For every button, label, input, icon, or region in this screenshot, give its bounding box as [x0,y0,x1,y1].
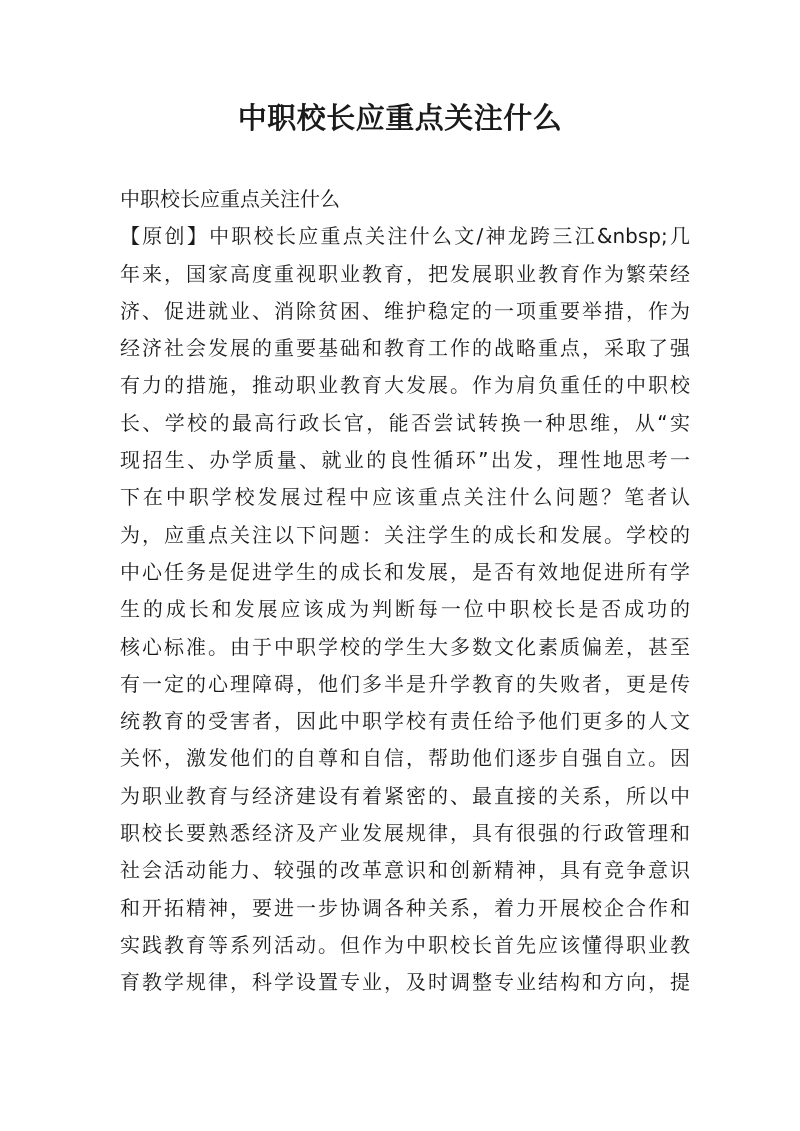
body-line: 中心任务是促进学生的成长和发展，是否有效地促进所有学 [120,559,690,584]
body-line: 现招生、办学质量、就业的良性循环”出发，理性地思考一 [120,448,690,473]
body-line: 有力的措施，推动职业教育大发展。作为肩负重任的中职校 [120,373,690,398]
body-line: 实践教育等系列活动。但作为中职校长首先应该懂得职业教 [120,932,690,957]
body-line: 关怀，激发他们的自尊和自信，帮助他们逐步自强自立。因 [120,746,690,771]
body-line: 统教育的受害者，因此中职学校有责任给予他们更多的人文 [120,709,690,734]
body-line: 为职业教育与经济建设有着紧密的、最直接的关系，所以中 [120,783,690,808]
body-line: 和开拓精神，要进一步协调各种关系，着力开展校企合作和 [120,895,690,920]
body-line: 社会活动能力、较强的改革意识和创新精神，具有竞争意识 [120,858,690,883]
body-line: 育教学规律，科学设置专业，及时调整专业结构和方向，提 [120,970,690,995]
body-line: 有一定的心理障碍，他们多半是升学教育的失败者，更是传 [120,671,690,696]
body-line: 中职校长应重点关注什么 [120,187,340,211]
body-line: 年来，国家高度重视职业教育，把发展职业教育作为繁荣经 [120,261,690,286]
document-title: 中职校长应重点关注什么 [237,101,563,135]
body-line: 为，应重点关注以下问题：关注学生的成长和发展。学校的 [120,522,690,547]
body-line: 下在中职学校发展过程中应该重点关注什么问题？笔者认 [120,485,690,510]
body-line: 经济社会发展的重要基础和教育工作的战略重点，采取了强 [120,336,690,361]
body-line: 核心标准。由于中职学校的学生大多数文化素质偏差，甚至 [120,634,690,659]
document-body [120,181,690,1002]
body-line: 长、学校的最高行政长官，能否尝试转换一种思维，从“实 [120,410,690,435]
body-line: 济、促进就业、消除贫困、维护稳定的一项重要举措，作为 [120,298,690,323]
body-line: 生的成长和发展应该成为判断每一位中职校长是否成功的 [120,597,690,622]
body-line: 职校长要熟悉经济及产业发展规律，具有很强的行政管理和 [120,821,690,846]
body-line: 【原创】中职校长应重点关注什么文/神龙跨三江&nbsp;几 [120,224,690,249]
